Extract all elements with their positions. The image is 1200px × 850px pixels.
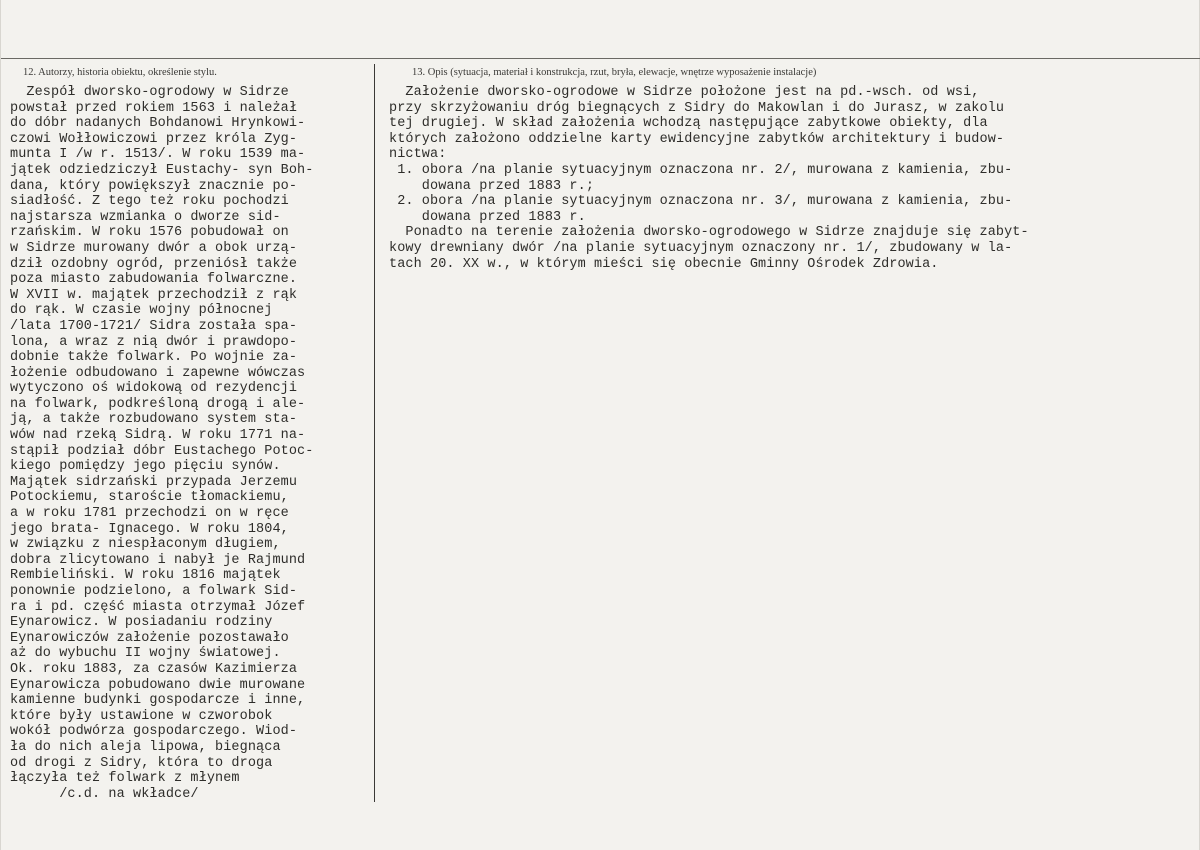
text-line: ła do nich aleja lipowa, biegnąca <box>10 739 281 755</box>
text-line: Eynarowicz. W posiadaniu rodziny <box>10 615 273 631</box>
text-line: ją, a także rozbudowano system sta- <box>10 412 298 428</box>
text-line: Ok. roku 1883, za czasów Kazimierza <box>10 661 298 677</box>
text-line: 2. obora /na planie sytuacyjnym oznaczona nr. 3/, murowana z kamienia, zbu- <box>389 194 1013 210</box>
text-line: a w roku 1781 przechodzi on w ręce <box>10 506 289 522</box>
description-text <box>389 85 1189 272</box>
text-line: Ponadto na terenie założenia dworsko-ogrodowego w Sidrze znajduje się zabyt- <box>389 225 1029 241</box>
text-line: 1. obora /na planie sytuacyjnym oznaczona nr. 2/, murowana z kamienia, zbu- <box>389 162 1013 178</box>
text-line: W XVII w. majątek przechodził z rąk <box>10 287 298 303</box>
text-line: kowy drewniany dwór /na planie sytuacyjnym oznaczony nr. 1/, zbudowany w la- <box>389 240 1013 256</box>
text-line: których założono oddzielne karty ewidencyjne zabytków architektury i budow- <box>389 131 1005 147</box>
text-line: Eynarowicza pobudowano dwie murowane <box>10 677 306 693</box>
text-line: tach 20. XX w., w którym mieści się obecnie Gminny Ośrodek Zdrowia. <box>389 256 939 272</box>
text-line: do rąk. W czasie wojny północnej <box>10 303 273 319</box>
text-line: najstarsza wzmianka o dworze sid- <box>10 209 281 225</box>
text-line: wytyczono oś widokową od rezydencji <box>10 381 298 397</box>
section-12-header: 12. Autorzy, historia obiektu, określenie stylu. <box>23 67 217 78</box>
text-line: dana, który powiększył znacznie po- <box>10 178 298 194</box>
text-line: kamienne budynki gospodarcze i inne, <box>10 693 306 709</box>
text-line: lona, a wraz z nią dwór i prawdopo- <box>10 334 298 350</box>
text-line: Rembieliński. W roku 1816 majątek <box>10 568 281 584</box>
text-line: na folwark, podkreśloną drogą i ale- <box>10 396 306 412</box>
text-line: dowana przed 1883 r.; <box>389 178 595 194</box>
text-line: poza miasto zabudowania folwarczne. <box>10 272 298 288</box>
text-line: czowi Wołłowiczowi przez króla Zyg- <box>10 131 298 147</box>
text-line: w związku z niespłaconym długiem, <box>10 537 281 553</box>
text-line: które były ustawione w czworobok <box>10 708 273 724</box>
text-line: stąpił podział dóbr Eustachego Potoc- <box>10 443 314 459</box>
text-line: w Sidrze murowany dwór a obok urzą- <box>10 240 298 256</box>
text-line: przy skrzyżowaniu dróg biegnących z Sidry do Makowlan i do Jurasz, w zakolu <box>389 100 1005 116</box>
history-text <box>10 85 380 802</box>
text-line: łączyła też folwark z młynem <box>10 771 240 787</box>
text-line: dowana przed 1883 r. <box>389 209 586 225</box>
text-line: Eynarowiczów założenie pozostawało <box>10 630 289 646</box>
text-line: ponownie podzielono, a folwark Sid- <box>10 584 298 599</box>
text-line: Założenie dworsko-ogrodowe w Sidrze położone jest na pd.-wsch. od wsi, <box>389 85 980 100</box>
text-line: /c.d. na wkładce/ <box>10 786 199 802</box>
text-line: dził ozdobny ogród, przeniósł także <box>10 256 298 272</box>
text-line: wokół podwórza gospodarczego. Wiod- <box>10 724 298 740</box>
text-line: /lata 1700-1721/ Sidra została spa- <box>10 318 298 334</box>
text-line: tej drugiej. W skład założenia wchodzą następujące zabytkowe obiekty, dla <box>389 116 988 132</box>
text-line: Potockiemu, staroście tłomackiemu, <box>10 490 289 506</box>
text-line: rzańskim. W roku 1576 pobudował on <box>10 225 289 241</box>
text-line: dobra zlicytowano i nabył je Rajmund <box>10 552 306 568</box>
text-line: do dóbr nadanych Bohdanowi Hrynkowi- <box>10 116 306 132</box>
text-line: Zespół dworsko-ogrodowy w Sidrze <box>10 85 289 100</box>
text-line: Majątek sidrzański przypada Jerzemu <box>10 474 298 490</box>
text-line: wów nad rzeką Sidrą. W roku 1771 na- <box>10 428 306 444</box>
text-line: munta I /w r. 1513/. W roku 1539 ma- <box>10 147 306 163</box>
text-line: siadłość. Z tego też roku pochodzi <box>10 194 289 210</box>
section-13-header: 13. Opis (sytuacja, materiał i konstrukcja, rzut, bryła, elewacje, wnętrze wyposażenie instalacje) <box>412 67 817 78</box>
text-line: od drogi z Sidry, która to droga <box>10 755 273 771</box>
top-rule <box>1 58 1200 59</box>
text-line: łożenie odbudowano i zapewne wówczas <box>10 365 306 381</box>
text-line: nictwa: <box>389 147 447 163</box>
text-line: dobnie także folwark. Po wojnie za- <box>10 350 298 366</box>
text-line: kiego pomiędzy jego pięciu synów. <box>10 459 281 475</box>
text-line: aż do wybuchu II wojny światowej. <box>10 646 281 662</box>
text-line: powstał przed rokiem 1563 i należał <box>10 100 298 116</box>
text-line: ra i pd. część miasta otrzymał Józef <box>10 599 306 615</box>
text-line: jego brata- Ignacego. W roku 1804, <box>10 521 289 537</box>
text-line: jątek odziedziczył Eustachy- syn Boh- <box>10 162 314 178</box>
